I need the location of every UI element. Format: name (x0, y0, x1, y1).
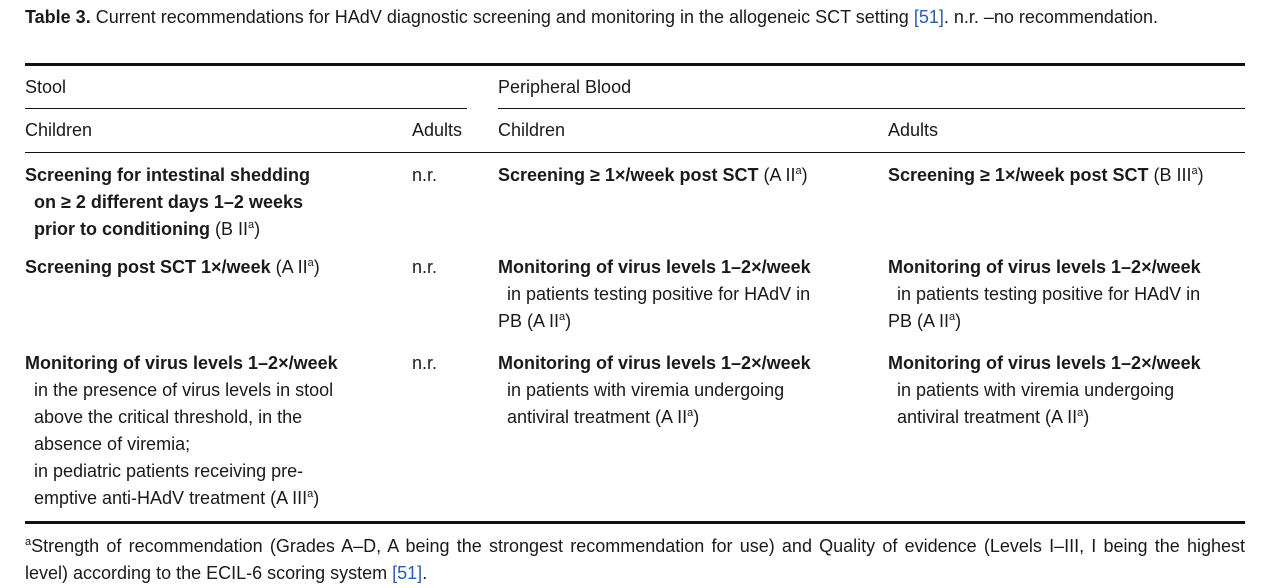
row1-stool-children (25, 162, 405, 243)
row2-pb-adults-line2: PB (A II (888, 311, 950, 331)
row3-pb-adults (888, 350, 1263, 431)
row2-pb-adults-sup: a (949, 311, 956, 323)
row2-pb-children-close: ) (565, 311, 572, 331)
caption-text: Current recommendations for HAdV diagnostic screening and monitoring in the allogeneic SCT setting (90, 7, 914, 27)
row2-pb-adults-bold: Monitoring of virus levels 1–2×/week (888, 257, 1201, 277)
row3-pb-adults-sup: a (1077, 407, 1084, 419)
table-footnote (25, 533, 1245, 587)
row2-pb-children-sup: a (559, 311, 566, 323)
header-pb-children: Children (498, 120, 566, 140)
row1-pb-adults-close: ) (1197, 165, 1204, 185)
row3-pb-children-bold: Monitoring of virus levels 1–2×/week (498, 353, 811, 373)
row2-pb-adults (888, 254, 1263, 335)
row1-pb-adults-sup: a (1191, 165, 1198, 177)
row3-stool-children-line2: above the critical threshold, in the (34, 407, 303, 427)
header-stool: Stool (25, 77, 67, 97)
row2-stool-adults: n.r. (412, 257, 438, 277)
footnote-text: Strength of recommendation (Grades A–D, A being the strongest recommendation for use) and Quality of evidence (Levels I–III, I being the highest level) according to the ECIL-6 scoring system (25, 536, 1245, 583)
row1-pb-children-close: ) (801, 165, 808, 185)
row3-pb-adults-bold: Monitoring of virus levels 1–2×/week (888, 353, 1201, 373)
row1-stool-children-line1: Screening for intestinal shedding (25, 165, 311, 185)
header-rule (25, 152, 1245, 153)
caption-tail: . n.r. –no recommendation. (943, 7, 1158, 27)
row1-pb-adults-bold: Screening ≥ 1×/week post SCT (888, 165, 1149, 185)
caption-reference-link[interactable]: [51] (913, 7, 944, 27)
row3-pb-children-line1: in patients with viremia undergoing (507, 380, 785, 400)
pb-group-rule (498, 108, 1245, 109)
row1-stool-children-sup: a (247, 219, 255, 231)
row3-pb-children-close: ) (693, 407, 700, 427)
row2-stool-children-close: ) (313, 257, 320, 277)
row1-pb-children-sup: a (795, 165, 802, 177)
row3-stool-children-sup: a (307, 488, 314, 500)
row2-stool-children-grade: (A II (270, 257, 308, 277)
row3-pb-adults-line1: in patients with viremia undergoing (897, 380, 1175, 400)
footnote-marker: a (25, 536, 32, 548)
row1-stool-adults: n.r. (412, 165, 438, 185)
table-caption (25, 4, 1245, 31)
caption-label: Table 3. (25, 7, 91, 27)
row3-stool-children-bold: Monitoring of virus levels 1–2×/week (25, 353, 338, 373)
row2-pb-adults-line1: in patients testing positive for HAdV in (897, 284, 1201, 304)
row2-pb-children-line2: PB (A II (498, 311, 560, 331)
row1-pb-children-bold: Screening ≥ 1×/week post SCT (498, 165, 759, 185)
row3-pb-children-line2: antiviral treatment (A II (507, 407, 688, 427)
bottom-rule (25, 521, 1245, 524)
top-rule (25, 63, 1245, 66)
row3-stool-children-line5: emptive anti-HAdV treatment (A III (34, 488, 308, 508)
row3-stool-children (25, 350, 405, 512)
row1-stool-children-line3: prior to conditioning (34, 219, 210, 239)
row3-stool-children-close: ) (313, 488, 320, 508)
row1-stool-children-grade: (B II (209, 219, 248, 239)
row3-stool-children-line1: in the presence of virus levels in stool (34, 380, 334, 400)
row1-pb-children-grade: (A II (758, 165, 796, 185)
row3-pb-children-sup: a (687, 407, 694, 419)
header-stool-adults: Adults (412, 120, 463, 140)
row2-stool-children-sup: a (307, 257, 314, 269)
row1-stool-children-close: ) (254, 219, 261, 239)
row3-stool-adults: n.r. (412, 353, 438, 373)
row2-pb-adults-close: ) (955, 311, 962, 331)
footnote-tail: . (422, 563, 428, 583)
stool-group-rule (25, 108, 467, 109)
row1-pb-children (498, 162, 883, 189)
row2-pb-children-bold: Monitoring of virus levels 1–2×/week (498, 257, 811, 277)
row2-pb-children (498, 254, 883, 335)
row1-stool-children-line2: on ≥ 2 different days 1–2 weeks (34, 192, 303, 212)
row3-stool-children-line3: absence of viremia; (34, 434, 191, 454)
row2-stool-children (25, 254, 405, 281)
row3-pb-children (498, 350, 883, 431)
row1-pb-adults-grade: (B III (1148, 165, 1192, 185)
row2-stool-children-bold: Screening post SCT 1×/week (25, 257, 271, 277)
row1-pb-adults (888, 162, 1263, 189)
header-pb-adults: Adults (888, 120, 939, 140)
row3-pb-adults-close: ) (1083, 407, 1090, 427)
row2-pb-children-line1: in patients testing positive for HAdV in (507, 284, 811, 304)
header-peripheral-blood: Peripheral Blood (498, 77, 632, 97)
row3-stool-children-line4: in pediatric patients receiving pre- (34, 461, 304, 481)
row3-pb-adults-line2: antiviral treatment (A II (897, 407, 1078, 427)
header-stool-children: Children (25, 120, 93, 140)
footnote-reference-link[interactable]: [51] (392, 563, 423, 583)
